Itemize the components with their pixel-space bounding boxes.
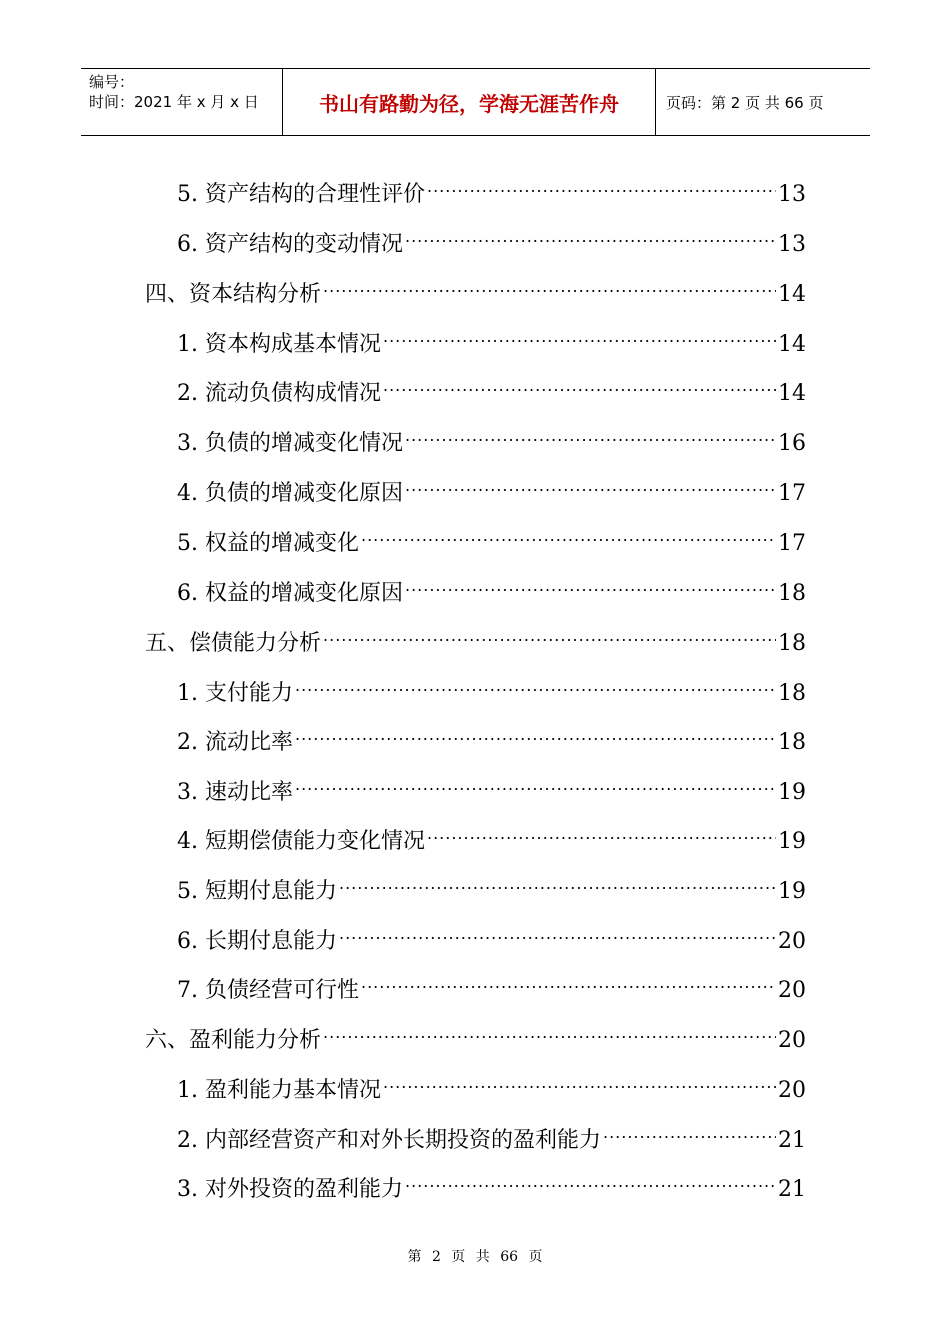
toc-entry[interactable] — [177, 366, 806, 406]
toc-section[interactable] — [145, 616, 806, 656]
toc-entry-page: 14 — [778, 332, 806, 357]
toc-dot-leader — [339, 914, 776, 948]
toc-entry-page: 19 — [778, 829, 806, 854]
toc-entry-title: 2. 内部经营资产和对外长期投资的盈利能力 — [177, 1128, 601, 1153]
toc-entry-page: 17 — [778, 481, 806, 506]
toc-entry-page: 14 — [778, 381, 806, 406]
toc-entry-page: 18 — [778, 730, 806, 755]
toc-dot-leader — [427, 167, 776, 201]
toc-dot-leader — [383, 317, 776, 351]
toc-entry-title: 五、偿债能力分析 — [145, 631, 322, 656]
toc-entry-title: 2. 流动负债构成情况 — [177, 381, 381, 406]
toc-entry[interactable] — [177, 1063, 806, 1103]
toc-entry[interactable] — [177, 914, 806, 954]
toc-dot-leader — [361, 963, 776, 997]
toc-entry-title: 5. 权益的增减变化 — [177, 531, 359, 556]
toc-entry-title: 3. 对外投资的盈利能力 — [177, 1177, 403, 1202]
toc-entry-page: 20 — [778, 929, 806, 954]
toc-entry[interactable] — [177, 1162, 806, 1202]
toc-entry[interactable] — [177, 1113, 806, 1153]
toc-dot-leader — [603, 1113, 776, 1147]
toc-entry-page: 13 — [778, 232, 806, 257]
toc-entry[interactable] — [177, 963, 806, 1003]
toc-entry-page: 21 — [778, 1128, 806, 1153]
toc-entry-title: 四、资本结构分析 — [145, 282, 322, 307]
toc-entry-title: 1. 支付能力 — [177, 681, 293, 706]
toc-entry-page: 21 — [778, 1177, 806, 1202]
toc-entry[interactable] — [177, 416, 806, 456]
toc-entry-page: 14 — [778, 282, 806, 307]
toc-entry-page: 20 — [778, 1028, 806, 1053]
toc-dot-leader — [383, 1063, 776, 1097]
toc-dot-leader — [405, 1162, 776, 1196]
toc-dot-leader — [361, 516, 776, 550]
toc-entry-title: 5. 短期付息能力 — [177, 879, 337, 904]
toc-dot-leader — [339, 864, 776, 898]
toc-entry-page: 18 — [778, 681, 806, 706]
toc-dot-leader — [295, 765, 776, 799]
toc-entry-title: 1. 资本构成基本情况 — [177, 332, 381, 357]
toc-dot-leader — [383, 366, 776, 400]
toc-entry-page: 20 — [778, 978, 806, 1003]
toc-entry[interactable] — [177, 666, 806, 706]
toc-entry[interactable] — [177, 864, 806, 904]
toc-entry[interactable] — [177, 566, 806, 606]
toc-entry-page: 19 — [778, 879, 806, 904]
toc-entry-title: 2. 流动比率 — [177, 730, 293, 755]
toc-entry-title: 4. 负债的增减变化原因 — [177, 481, 403, 506]
toc-entry-title: 6. 权益的增减变化原因 — [177, 581, 403, 606]
toc-entry[interactable] — [177, 317, 806, 357]
toc-entry-page: 18 — [778, 631, 806, 656]
header-page-info: 页码：第 2 页 共 66 页 — [666, 93, 824, 112]
toc-entry-page: 17 — [778, 531, 806, 556]
header-motto: 书山有路勤为径，学海无涯苦作舟 — [282, 69, 656, 135]
toc-entry-title: 6. 资产结构的变动情况 — [177, 232, 403, 257]
toc-entry[interactable] — [177, 715, 806, 755]
toc-entry-title: 5. 资产结构的合理性评价 — [177, 182, 425, 207]
toc-dot-leader — [405, 217, 776, 251]
toc-entry[interactable] — [177, 167, 806, 207]
toc-entry-title: 3. 速动比率 — [177, 780, 293, 805]
header-meta — [81, 69, 282, 135]
page-footer: 第 2 页 共 66 页 — [407, 1249, 543, 1265]
toc-entry-page: 19 — [778, 780, 806, 805]
serial-label: 编号： — [89, 73, 135, 91]
toc-section[interactable] — [145, 1013, 806, 1053]
toc-entry[interactable] — [177, 814, 806, 854]
toc-dot-leader — [295, 666, 776, 700]
toc-dot-leader — [405, 466, 776, 500]
toc-dot-leader — [427, 814, 776, 848]
toc-entry[interactable] — [177, 516, 806, 556]
toc-entry[interactable] — [177, 466, 806, 506]
toc-dot-leader — [323, 267, 776, 301]
toc-entry[interactable] — [177, 765, 806, 805]
toc-dot-leader — [323, 1013, 776, 1047]
toc-entry-title: 六、盈利能力分析 — [145, 1028, 322, 1053]
toc-dot-leader — [295, 715, 776, 749]
page-header — [81, 68, 870, 136]
toc-entry-title: 1. 盈利能力基本情况 — [177, 1078, 381, 1103]
toc-entry-page: 13 — [778, 182, 806, 207]
toc-dot-leader — [323, 616, 776, 650]
toc-entry-title: 3. 负债的增减变化情况 — [177, 431, 403, 456]
toc-entry[interactable] — [177, 217, 806, 257]
date-label: 时间：2021 年 x 月 x 日 — [89, 93, 259, 111]
toc-entry-page: 18 — [778, 581, 806, 606]
toc-entry-page: 20 — [778, 1078, 806, 1103]
toc-section[interactable] — [145, 267, 806, 307]
toc-entry-page: 16 — [778, 431, 806, 456]
toc-entry-title: 4. 短期偿债能力变化情况 — [177, 829, 425, 854]
toc-dot-leader — [405, 566, 776, 600]
toc-dot-leader — [405, 416, 776, 450]
toc-entry-title: 7. 负债经营可行性 — [177, 978, 359, 1003]
toc-entry-title: 6. 长期付息能力 — [177, 929, 337, 954]
